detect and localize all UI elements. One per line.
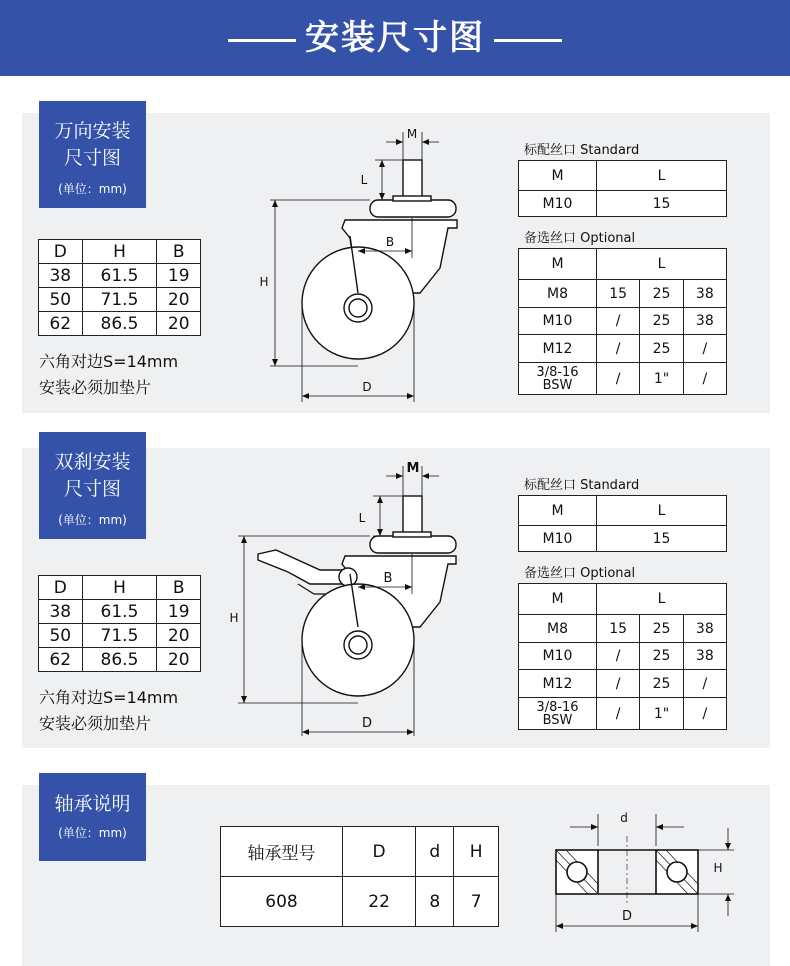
table-cell: 19: [157, 264, 201, 288]
dim-h-label: H: [229, 611, 239, 625]
table-header-row: [519, 584, 727, 615]
table-cell: 15: [597, 191, 727, 217]
table-cell: 20: [157, 624, 201, 648]
header-cell: H: [82, 240, 157, 264]
table-row: [39, 288, 201, 312]
table-cell: 25: [640, 643, 683, 670]
thread-standard: BSW: [542, 712, 573, 728]
table-row: [519, 670, 727, 698]
table-row: [519, 698, 727, 730]
dim-m-label: M: [406, 461, 420, 476]
table-cell: /: [597, 308, 640, 335]
page-title: 安装尺寸图: [305, 18, 485, 58]
table-cell: /: [597, 335, 640, 363]
dim-b-label: B: [385, 235, 395, 249]
table-cell: /: [597, 363, 640, 395]
thread-standard: BSW: [542, 377, 573, 393]
dimensions-table: [38, 239, 201, 336]
dim-m-label: M: [406, 127, 418, 141]
bearing-table: [220, 826, 499, 927]
table-cell: 15: [597, 615, 640, 643]
table-cell: 1": [640, 698, 683, 730]
thread-size: 3/8-16: [536, 699, 579, 715]
section-swivel-tag: [39, 101, 146, 208]
dim-d-big-label: D: [621, 909, 633, 924]
unit-label: (单位：mm): [58, 513, 127, 527]
table-row: [519, 526, 727, 552]
note-washer: 安装必须加垫片: [39, 714, 152, 733]
table-header-row: [519, 496, 727, 526]
dim-l-label: L: [360, 173, 368, 187]
table-cell: 15: [597, 280, 640, 308]
table-cell: 25: [640, 280, 683, 308]
table-cell: 25: [640, 670, 683, 698]
standard-caption: 标配丝口 Standard: [524, 478, 640, 493]
header-cell: L: [597, 161, 727, 191]
table-cell: /: [683, 698, 726, 730]
table-cell: [519, 363, 597, 395]
table-cell: 22: [343, 877, 416, 927]
table-cell: 38: [683, 615, 726, 643]
table-cell: 7: [454, 877, 499, 927]
table-cell: 86.5: [82, 648, 157, 672]
thread-size: 3/8-16: [536, 364, 579, 380]
header-cell: M: [519, 249, 597, 280]
table-cell: 38: [39, 600, 83, 624]
table-cell: 19: [157, 600, 201, 624]
table-row: [39, 600, 201, 624]
header-cell: B: [157, 240, 201, 264]
table-cell: [519, 698, 597, 730]
table-cell: M10: [519, 191, 597, 217]
table-cell: 25: [640, 615, 683, 643]
table-cell: /: [597, 643, 640, 670]
table-cell: 71.5: [82, 624, 157, 648]
table-row: [221, 877, 499, 927]
header-cell: B: [157, 576, 201, 600]
table-cell: 25: [640, 335, 683, 363]
install-note: [39, 349, 178, 401]
table-cell: 8: [416, 877, 454, 927]
table-cell: 50: [39, 624, 83, 648]
table-row: [519, 191, 727, 217]
unit-label: (单位：mm): [58, 826, 127, 840]
header-cell: D: [39, 576, 83, 600]
table-header-row: [221, 827, 499, 877]
header-cell: L: [597, 496, 727, 526]
table-header-row: [39, 240, 201, 264]
table-header-row: [519, 249, 727, 280]
table-cell: 1": [640, 363, 683, 395]
dim-h-label: H: [259, 275, 269, 289]
table-cell: /: [597, 698, 640, 730]
table-cell: /: [683, 363, 726, 395]
header-cell: M: [519, 584, 597, 615]
table-row: [39, 624, 201, 648]
table-header-row: [39, 576, 201, 600]
optional-caption: 备选丝口 Optional: [524, 231, 636, 246]
table-cell: /: [597, 670, 640, 698]
table-cell: 20: [157, 648, 201, 672]
note-hex-size: 六角对边S=14mm: [39, 688, 179, 707]
table-cell: 86.5: [82, 312, 157, 336]
table-row: [519, 308, 727, 335]
dim-d-label: D: [362, 380, 372, 394]
table-cell: M10: [519, 526, 597, 552]
table-cell: 62: [39, 312, 83, 336]
dim-l-label: L: [358, 511, 366, 525]
table-cell: 20: [157, 312, 201, 336]
table-cell: 61.5: [82, 600, 157, 624]
table-row: [519, 335, 727, 363]
swivel-caster-drawing: [250, 118, 470, 408]
header-cell: L: [597, 584, 727, 615]
table-row: [519, 363, 727, 395]
section-brake-tag: [39, 432, 146, 539]
standard-thread-table: [518, 495, 727, 552]
header-cell: H: [82, 576, 157, 600]
bearing-section-drawing: [548, 806, 748, 936]
dim-b-label: B: [383, 571, 393, 586]
dim-d-small-label: d: [620, 811, 628, 825]
table-cell: 38: [39, 264, 83, 288]
table-cell: M12: [519, 335, 597, 363]
section-title-line1: 双刹安装: [54, 451, 131, 473]
table-row: [39, 264, 201, 288]
table-cell: 15: [597, 526, 727, 552]
table-cell: /: [683, 335, 726, 363]
table-cell: 25: [640, 308, 683, 335]
standard-caption: 标配丝口 Standard: [524, 143, 640, 158]
section-title-line1: 万向安装: [54, 120, 131, 142]
note-washer: 安装必须加垫片: [39, 378, 152, 397]
table-row: [39, 648, 201, 672]
dimensions-table: [38, 575, 201, 672]
table-cell: 20: [157, 288, 201, 312]
brake-caster-drawing: [228, 452, 458, 742]
table-cell: M8: [519, 615, 597, 643]
header-cell: D: [343, 827, 416, 877]
table-header-row: [519, 161, 727, 191]
dim-d-label: D: [361, 716, 373, 731]
table-row: [519, 643, 727, 670]
header-cell: D: [39, 240, 83, 264]
section-title: 轴承说明: [54, 793, 131, 815]
table-cell: 62: [39, 648, 83, 672]
optional-thread-table: [518, 583, 727, 730]
section-title-line2: 尺寸图: [63, 147, 121, 169]
unit-label: (单位：mm): [58, 182, 127, 196]
header-cell: M: [519, 161, 597, 191]
header-cell: 轴承型号: [221, 827, 343, 877]
table-cell: 38: [683, 643, 726, 670]
title-right-line: [494, 39, 562, 42]
table-row: [39, 312, 201, 336]
optional-caption: 备选丝口 Optional: [524, 566, 636, 581]
section-title-line2: 尺寸图: [63, 478, 121, 500]
table-cell: /: [683, 670, 726, 698]
header-cell: L: [597, 249, 727, 280]
table-cell: M8: [519, 280, 597, 308]
header-cell: M: [519, 496, 597, 526]
header-cell: H: [454, 827, 499, 877]
table-cell: 50: [39, 288, 83, 312]
dim-h-label: H: [713, 861, 723, 875]
install-note: [39, 685, 178, 737]
table-row: [519, 280, 727, 308]
table-cell: M12: [519, 670, 597, 698]
table-cell: 608: [221, 877, 343, 927]
table-cell: 38: [683, 308, 726, 335]
table-cell: 71.5: [82, 288, 157, 312]
header-cell: d: [416, 827, 454, 877]
table-cell: 61.5: [82, 264, 157, 288]
table-cell: M10: [519, 308, 597, 335]
table-row: [519, 615, 727, 643]
optional-thread-table: [518, 248, 727, 395]
section-bearing-tag: [39, 773, 146, 861]
table-cell: 38: [683, 280, 726, 308]
note-hex-size: 六角对边S=14mm: [39, 352, 179, 371]
table-cell: M10: [519, 643, 597, 670]
standard-thread-table: [518, 160, 727, 217]
